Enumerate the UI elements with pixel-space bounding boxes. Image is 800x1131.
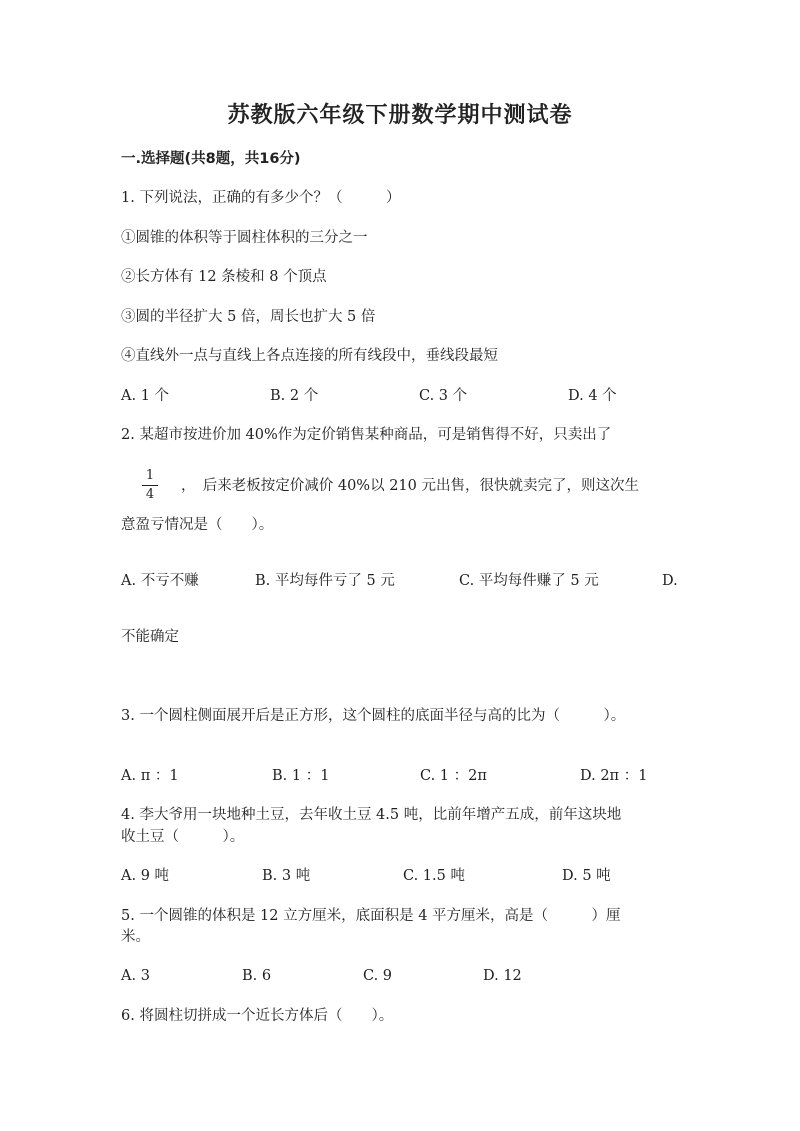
question-1-option-d: D. 4 个 bbox=[568, 388, 617, 404]
question-2-option-b: B. 平均每件亏了 5 元 bbox=[255, 573, 395, 589]
question-5-option-d: D. 12 bbox=[483, 968, 522, 984]
question-2-option-a: A. 不亏不赚 bbox=[121, 573, 199, 589]
question-4-option-c: C. 1.5 吨 bbox=[403, 868, 465, 884]
section-heading: 一.选择题(共8题，共16分) bbox=[121, 151, 301, 167]
question-1-statement: ③圆的半径扩大 5 倍，周长也扩大 5 倍 bbox=[121, 309, 376, 325]
question-3-option-a: A. π ：1 bbox=[121, 768, 179, 784]
question-1-statement: ①圆锥的体积等于圆柱体积的三分之一 bbox=[121, 230, 368, 246]
question-6-stem: 6. 将圆柱切拼成一个近长方体后（ ）。 bbox=[121, 1008, 394, 1024]
question-1-stem: 1. 下列说法，正确的有多少个？（ ） bbox=[121, 190, 401, 206]
question-3-option-d: D. 2π ：1 bbox=[580, 768, 648, 784]
question-4-option-d: D. 5 吨 bbox=[562, 868, 611, 884]
fraction-bar bbox=[142, 485, 158, 486]
question-3-stem: 3. 一个圆柱侧面展开后是正方形，这个圆柱的底面半径与高的比为（ ）。 bbox=[121, 708, 626, 724]
question-1-option-c: C. 3 个 bbox=[419, 388, 468, 404]
page-title: 苏教版六年级下册数学期中测试卷 bbox=[227, 103, 573, 128]
question-4-option-b: B. 3 吨 bbox=[262, 868, 311, 884]
question-4-stem-line2: 收土豆（ ）。 bbox=[121, 829, 245, 845]
question-4-stem: 4. 李大爷用一块地种土豆，去年收土豆 4.5 吨，比前年增产五成，前年这块地 bbox=[121, 807, 622, 823]
fraction-numerator: 1 bbox=[145, 468, 155, 483]
question-5-stem-line2: 米。 bbox=[121, 929, 150, 945]
question-5-option-b: B. 6 bbox=[242, 968, 272, 984]
question-2-stem-line3: 意盈亏情况是（ ）。 bbox=[121, 517, 274, 533]
question-5-option-c: C. 9 bbox=[363, 968, 393, 984]
fraction-denominator: 4 bbox=[145, 487, 155, 502]
fraction-one-quarter bbox=[142, 468, 158, 503]
question-2-option-c: C. 平均每件赚了 5 元 bbox=[459, 573, 599, 589]
question-1-statement: ④直线外一点与直线上各点连接的所有线段中，垂线段最短 bbox=[121, 348, 498, 364]
question-2-option-d-text: 不能确定 bbox=[121, 629, 179, 645]
question-4-option-a: A. 9 吨 bbox=[121, 868, 170, 884]
question-2-option-d: D. bbox=[662, 573, 678, 589]
question-3-option-b: B. 1 ：1 bbox=[272, 768, 330, 784]
question-3-option-c: C. 1 ：2π bbox=[420, 768, 487, 784]
question-1-option-a: A. 1 个 bbox=[121, 388, 170, 404]
question-2-stem: 2. 某超市按进价加 40%作为定价销售某种商品，可是销售得不好，只卖出了 bbox=[121, 427, 612, 443]
question-5-option-a: A. 3 bbox=[121, 968, 150, 984]
question-5-stem: 5. 一个圆锥的体积是 12 立方厘米，底面积是 4 平方厘米，高是（ ）厘 bbox=[121, 908, 621, 924]
question-2-stem-line2: ， 后来老板按定价减价 40%以 210 元出售，很快就卖完了，则这次生 bbox=[181, 478, 639, 494]
question-1-statement: ②长方体有 12 条棱和 8 个顶点 bbox=[121, 269, 327, 285]
question-1-option-b: B. 2 个 bbox=[270, 388, 319, 404]
